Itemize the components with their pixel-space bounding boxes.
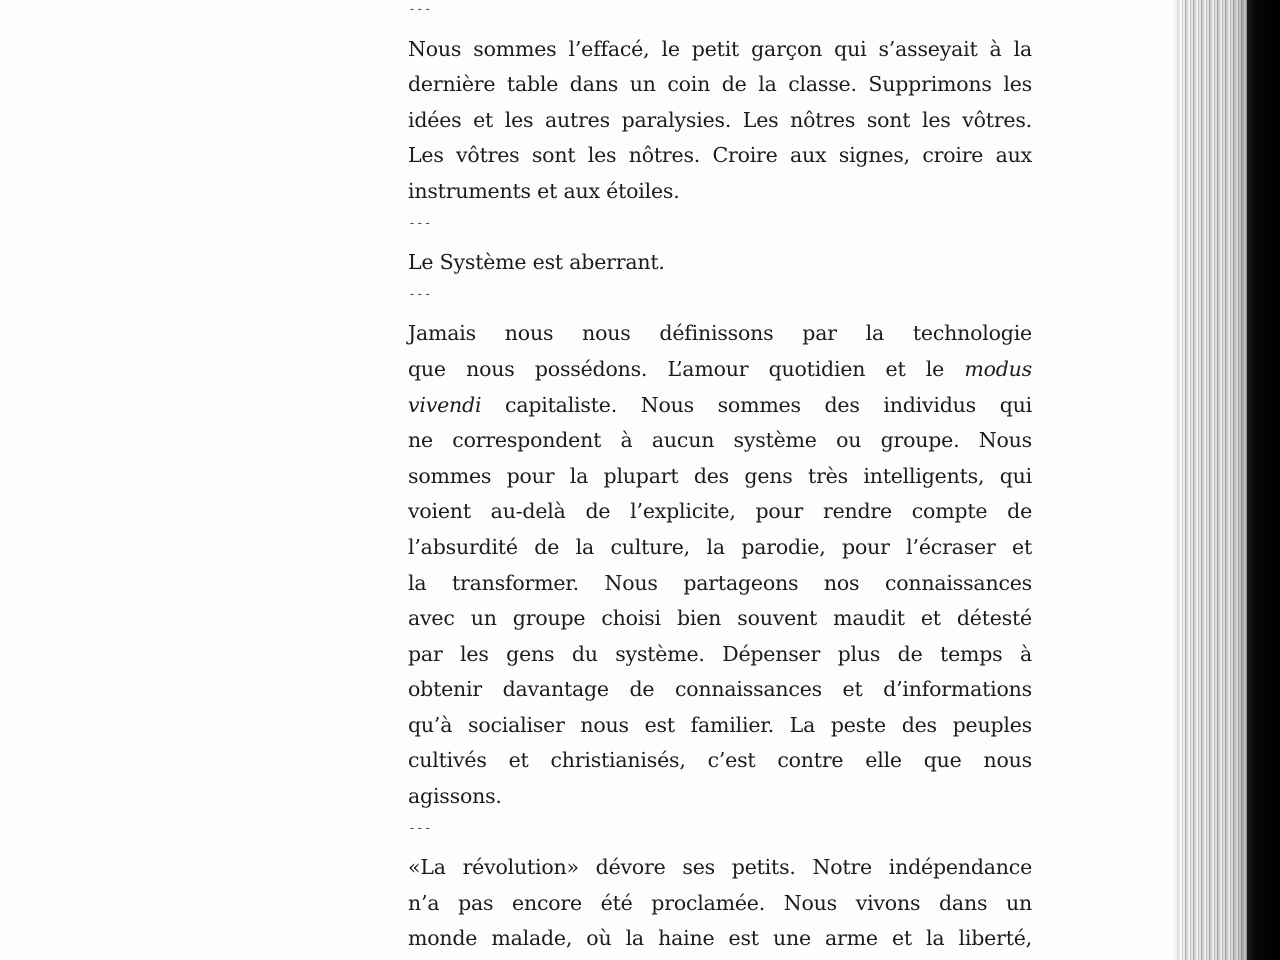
- text-line: «La révolution» dévore ses petits. Notre indépendance: [408, 855, 1032, 880]
- italic-term: vivendi: [408, 392, 482, 417]
- text-line: ne correspondent à aucun système ou groupe. Nous: [408, 428, 1032, 453]
- text-line: l’absurdité de la culture, la parodie, pour l’écraser et: [408, 534, 1032, 559]
- text-line: la transformer. Nous partageons nos connaissances: [408, 570, 1032, 595]
- italic-term: modus: [964, 356, 1032, 381]
- right-section-1: [408, 0, 1032, 957]
- section-separator: ---: [408, 215, 432, 231]
- text-line: idées et les autres paralysies. Les nôtres sont les vôtres.: [408, 107, 1032, 132]
- text-line: dernière table dans un coin de la classe. Supprimons les: [408, 72, 1032, 97]
- text-fragment: capitaliste. Nous sommes des individus qui: [481, 392, 1032, 417]
- text-line: voient au-delà de l’explicite, pour rendre compte de: [408, 499, 1032, 524]
- text-line: cultivés et christianisés, c’est contre elle que nous: [408, 748, 1032, 773]
- text-line: obtenir davantage de connaissances et d’informations: [408, 677, 1032, 702]
- text-fragment: que nous possédons. L’amour quotidien et le: [408, 356, 965, 381]
- text-line: avec un groupe choisi bien souvent maudit et détesté: [408, 606, 1032, 631]
- text-line: Les vôtres sont les nôtres. Croire aux signes, croire aux: [408, 143, 1032, 168]
- text-line: par les gens du système. Dépenser plus de temps à: [408, 641, 1032, 666]
- text-line: Jamais nous nous définissons par la technologie: [408, 321, 1032, 346]
- book-cover-edge: [1247, 0, 1280, 960]
- page-edge-shading: [1172, 0, 1247, 960]
- section-separator: ---: [408, 2, 432, 17]
- text-line: monde malade, où la haine est une arme et la liberté,: [408, 926, 1032, 951]
- text-line: sommes pour la plupart des gens très intelligents, qui: [408, 463, 1032, 488]
- text-line: Nous sommes l’effacé, le petit garçon qui s’asseyait à la: [408, 36, 1032, 61]
- text-line: qu’à socialiser nous est familier. La peste des peuples: [408, 712, 1032, 737]
- section-separator: ---: [408, 286, 432, 302]
- text-line: [408, 388, 1032, 424]
- text-line: agissons.: [408, 784, 502, 809]
- text-line: instruments et aux étoiles.: [408, 178, 680, 203]
- section-separator: ---: [408, 820, 432, 836]
- text-line: n’a pas encore été proclamée. Nous vivons dans un: [408, 890, 1032, 915]
- text-line: [408, 352, 1032, 388]
- text-line: Le Système est aberrant.: [408, 250, 665, 275]
